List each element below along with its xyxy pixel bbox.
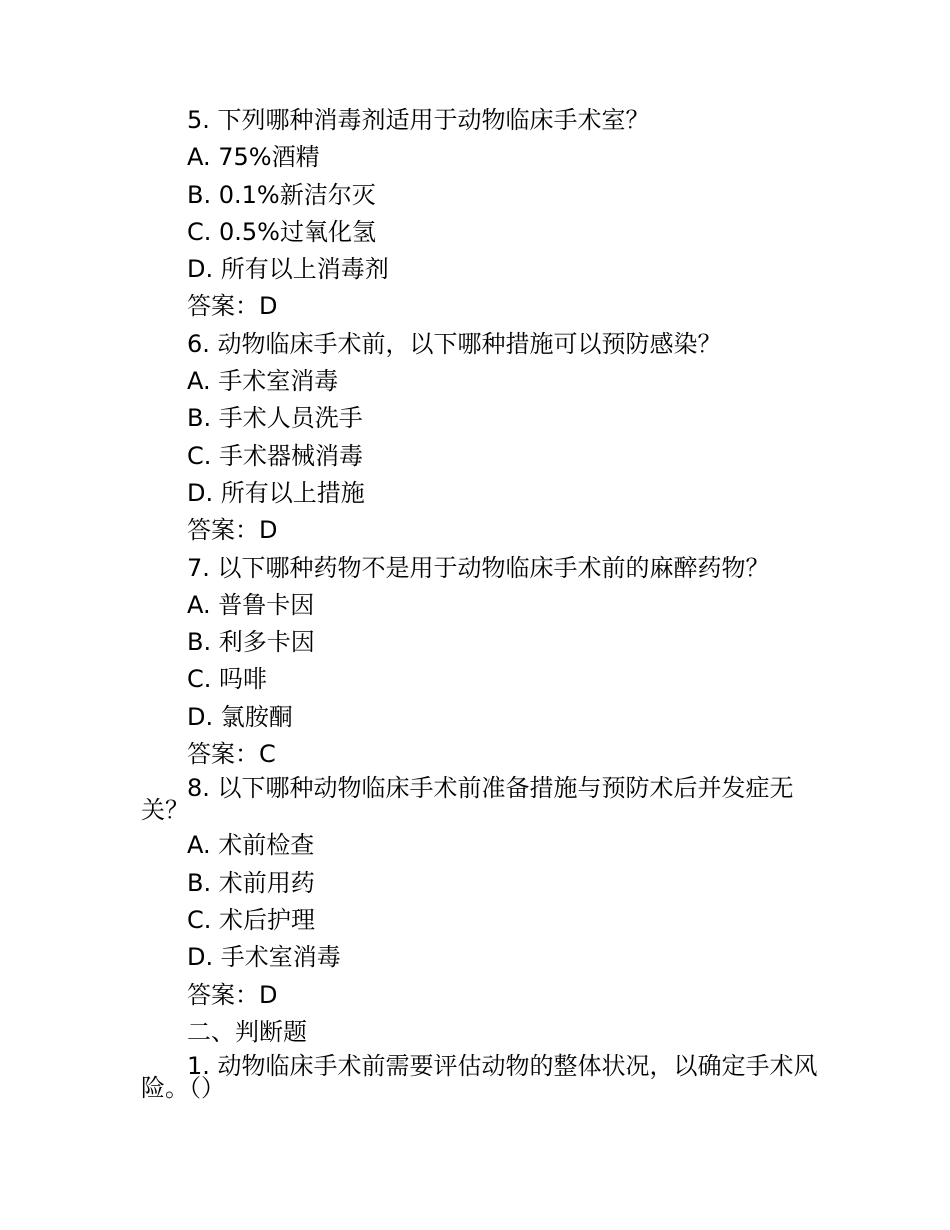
answer-7: 答案：C xyxy=(187,740,276,769)
question-6: 6. 动物临床手术前，以下哪种措施可以预防感染？ xyxy=(187,329,722,358)
option-6a: A. 手术室消毒 xyxy=(187,367,339,396)
option-5c: C. 0.5%过氧化氢 xyxy=(187,217,376,246)
option-7c: C. 吗啡 xyxy=(187,665,268,694)
option-8b: B. 术前用药 xyxy=(187,868,315,897)
option-6b: B. 手术人员洗手 xyxy=(187,404,363,433)
option-6c: C. 手术器械消毒 xyxy=(187,441,364,470)
option-8a: A. 术前检查 xyxy=(187,831,315,860)
answer-6: 答案：D xyxy=(187,516,278,545)
answer-5: 答案：D xyxy=(187,292,278,321)
question-7: 7. 以下哪种药物不是用于动物临床手术前的麻醉药物？ xyxy=(187,553,770,582)
option-5d: D. 所有以上消毒剂 xyxy=(187,255,389,284)
option-5b: B. 0.1%新洁尔灭 xyxy=(187,180,376,209)
question-8: 8. 以下哪种动物临床手术前准备措施与预防术后并发症无关？ xyxy=(141,774,794,825)
tf-question-1: 1. 动物临床手术前需要评估动物的整体状况，以确定手术风险。（） xyxy=(141,1052,818,1103)
option-8c: C. 术后护理 xyxy=(187,905,316,934)
option-6d: D. 所有以上措施 xyxy=(187,478,365,507)
option-7d: D. 氯胺酮 xyxy=(187,702,293,731)
document-body xyxy=(141,102,821,1105)
answer-8: 答案：D xyxy=(187,980,278,1009)
option-5a: A. 75%酒精 xyxy=(187,143,320,172)
option-7a: A. 普鲁卡因 xyxy=(187,590,315,619)
option-7b: B. 利多卡因 xyxy=(187,628,315,657)
section-heading-true-false: 二、判断题 xyxy=(187,1017,307,1046)
question-5: 5. 下列哪种消毒剂适用于动物临床手术室？ xyxy=(187,106,650,134)
option-8d: D. 手术室消毒 xyxy=(187,943,341,972)
